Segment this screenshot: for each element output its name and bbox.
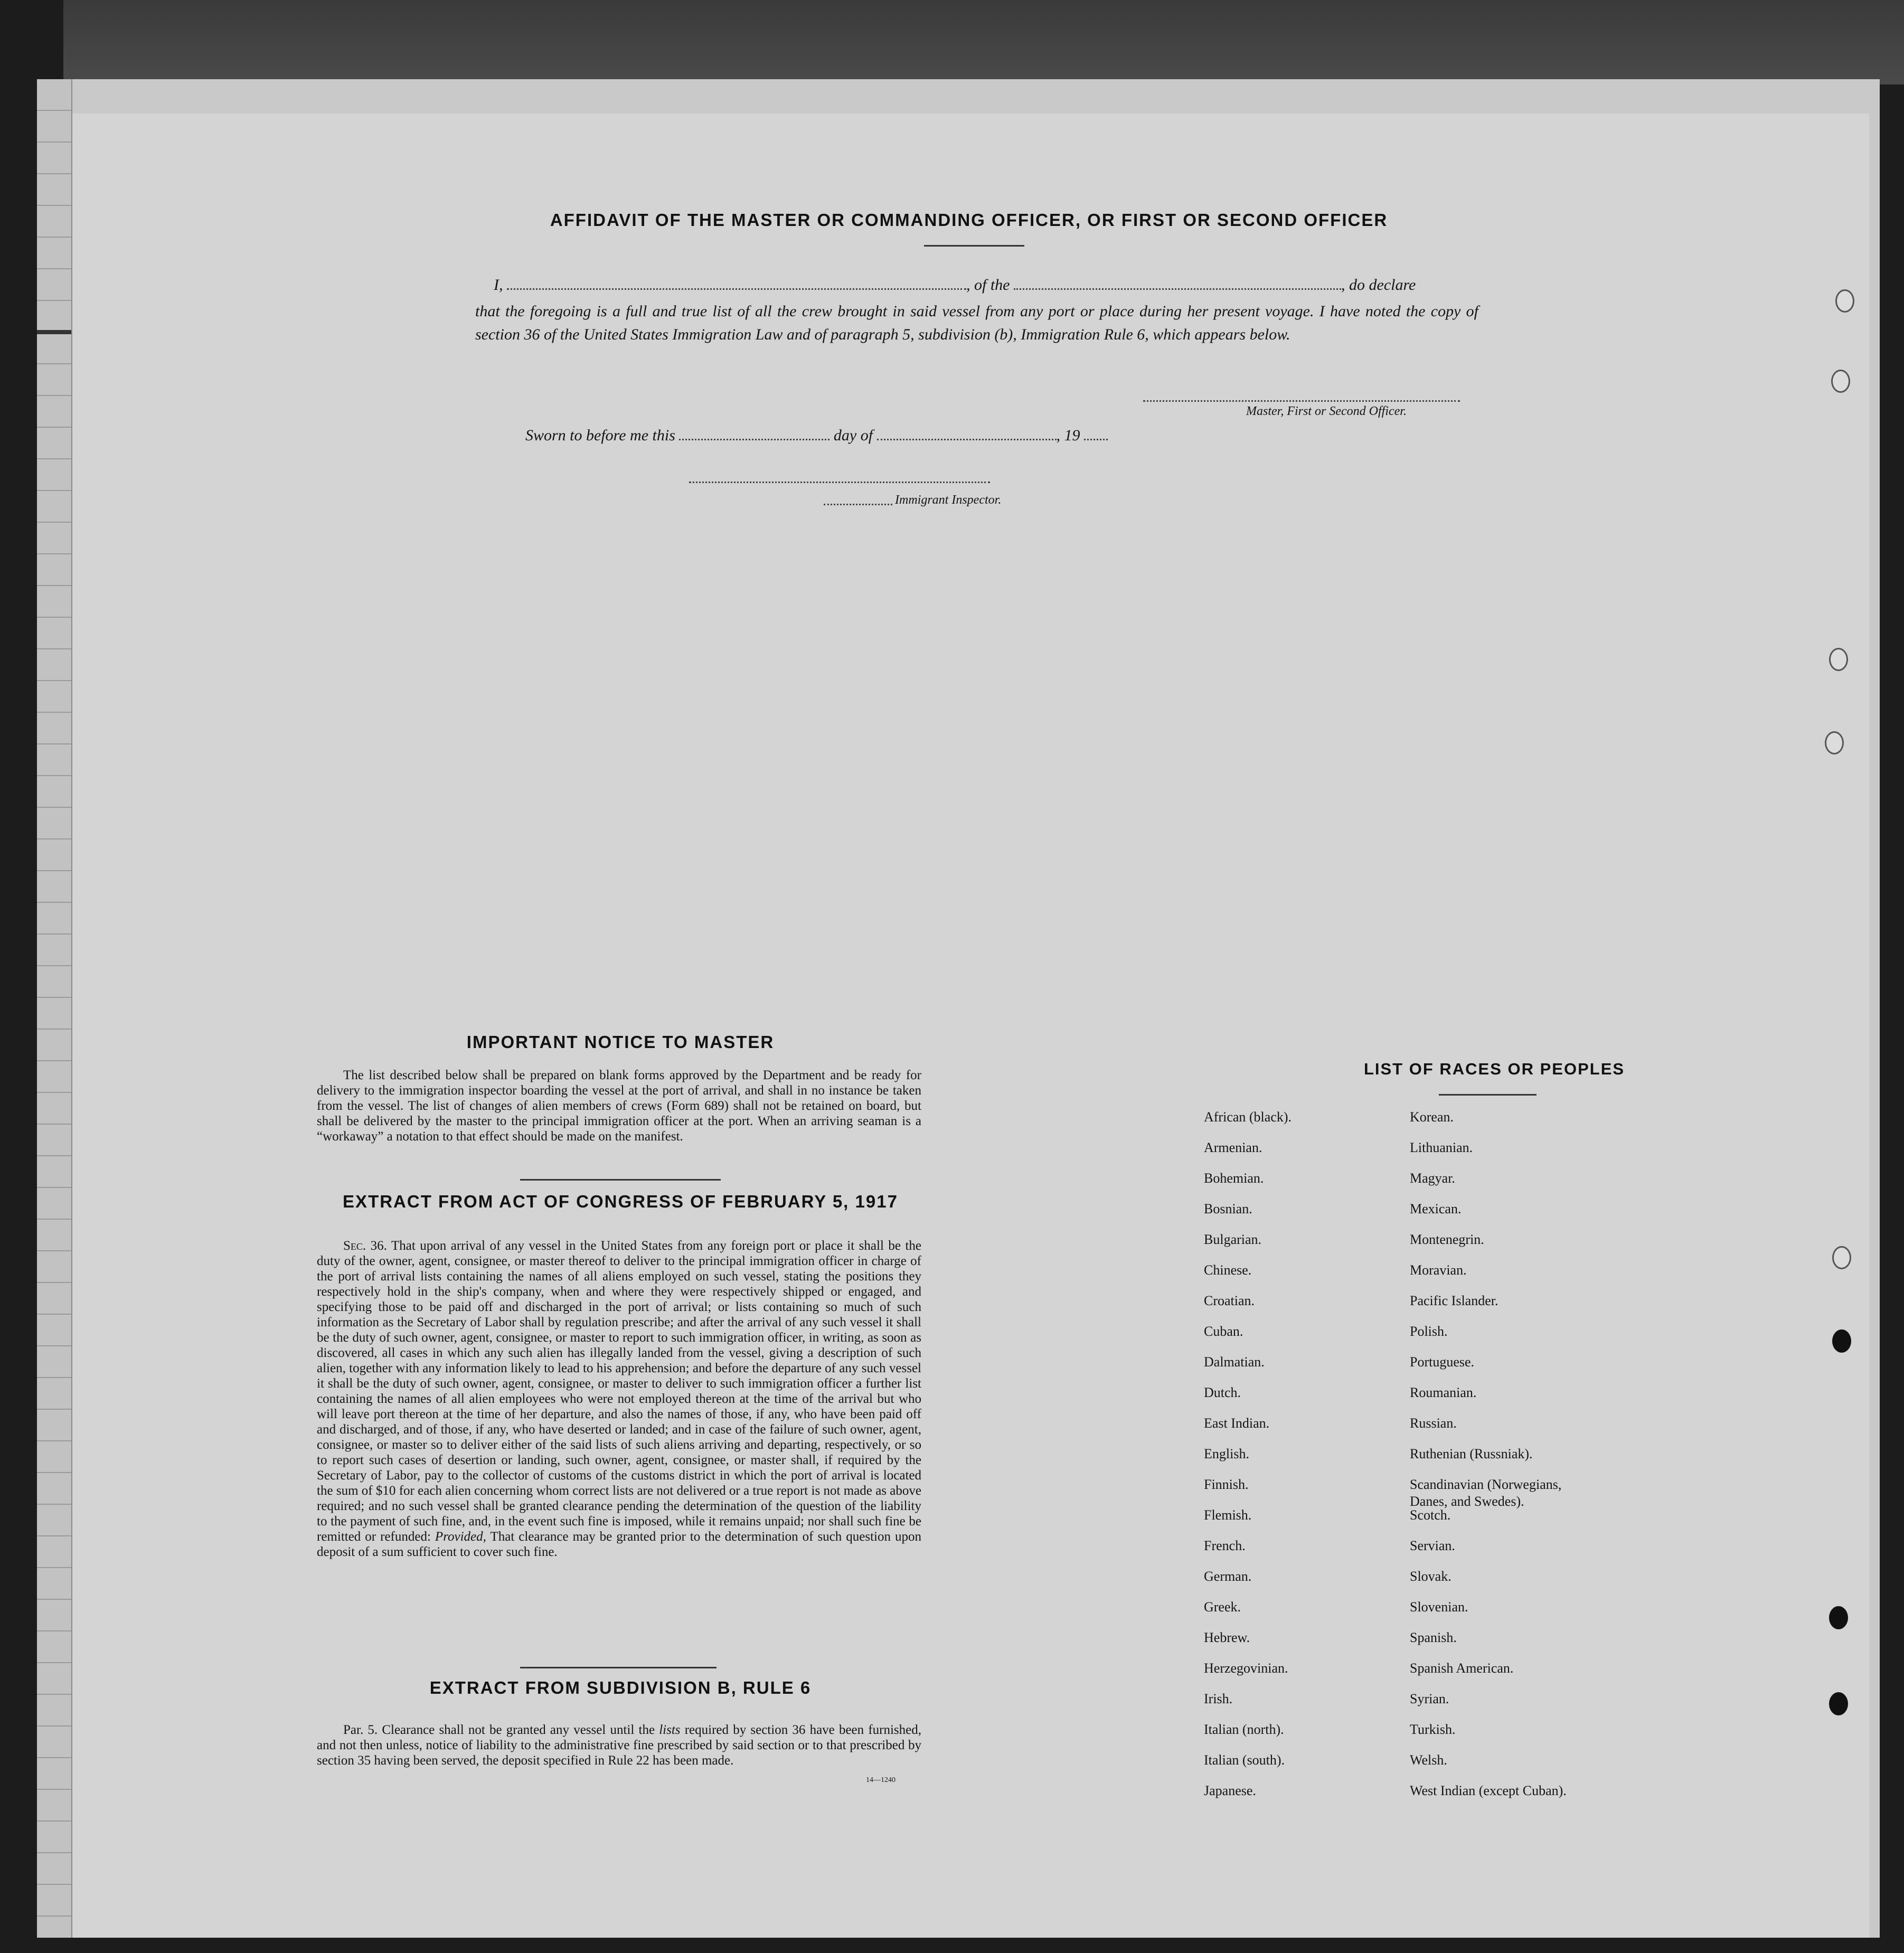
race-item: Syrian.: [1410, 1691, 1449, 1706]
notice-title: IMPORTANT NOTICE TO MASTER: [466, 1032, 775, 1052]
race-item: Herzegovinian.: [1204, 1660, 1288, 1676]
race-item: Hebrew.: [1204, 1630, 1250, 1645]
race-item: Polish.: [1410, 1324, 1448, 1339]
race-item: Bosnian.: [1204, 1201, 1252, 1216]
binder-hole-icon: [1835, 289, 1854, 313]
affidavit-title: AFFIDAVIT OF THE MASTER OR COMMANDING OFFICER, OR FIRST OR SECOND OFFICER: [550, 210, 1388, 230]
sworn-label: Sworn to before me this: [525, 427, 675, 444]
race-item: Scotch.: [1410, 1507, 1451, 1523]
race-item: Bulgarian.: [1204, 1232, 1262, 1247]
race-item: Montenegrin.: [1410, 1232, 1484, 1247]
races-column-left: [1204, 1109, 1378, 1813]
race-item: Roumanian.: [1410, 1385, 1477, 1400]
race-item: Croatian.: [1204, 1293, 1255, 1308]
race-item: Slovak.: [1410, 1569, 1451, 1584]
notice-body: The list described below shall be prepared on blank forms approved by the Department and be ready for delivery to the immigration inspector boarding the vessel at the port of arrival, and shall in no instance be taken from the vessel. The list of changes of alien members of crews (Form 689) shall not be retained on board, but shall be delivered by the master to the principal immigration officer at the port. When an arriving seaman is a “workaway” a notation to that effect should be made on the manifest.: [317, 1068, 921, 1144]
race-item: Irish.: [1204, 1691, 1233, 1706]
race-item: Magyar.: [1410, 1171, 1455, 1186]
races-title: LIST OF RACES OR PEOPLES: [1363, 1060, 1625, 1078]
binder-hole-icon: [1829, 1692, 1848, 1715]
binder-hole-icon: [1825, 731, 1844, 754]
binder-hole-icon: [1831, 370, 1850, 393]
rule6-title: EXTRACT FROM SUBDIVISION B, RULE 6: [429, 1678, 812, 1697]
race-item: Portuguese.: [1410, 1354, 1475, 1370]
officer-name-field[interactable]: [507, 277, 966, 290]
sworn-month-field[interactable]: [877, 427, 1057, 440]
affidavit-body: that the foregoing is a full and true list of all the crew brought in said vessel from any port or place during her present voyage. I have noted the copy of section 36 of the United States Immigration Law and of paragraph 5, subdivision (b), Immigration Rule 6, which appears below.: [475, 303, 1478, 343]
race-item: Italian (south).: [1204, 1752, 1285, 1768]
race-item: French.: [1204, 1538, 1246, 1553]
section-label: Sec. 36.: [343, 1239, 387, 1253]
section-text: That upon arrival of any vessel in the United States from any foreign port or place it shall be the duty of the owner, agent, consignee, or master thereof to deliver to the principal immigration officer in charge of the port of arrival lists containing the names of all aliens employed on such vessel, stating the positions they respectively hold in the ship's company, when and where they were respectively shipped or engaged, and specifying those to be paid off and discharged in the port of arrival; or lists containing so much of such information as the Secretary of Labor shall by regulation prescribe; and after the arrival of any such vessel it shall be the duty of such owner, agent, consignee, or master to report to such immigration officer, in writing, as soon as discovered, all cases in which any such alien has illegally landed from the vessel, giving a description of such alien, together with any information likely to lead to his apprehension; and before the departure of any such vessel it shall be the duty of such owner, agent, consignee, or master to deliver to such immigration officer a further list containing the names of all alien employees who were not employed thereon at the time of the arrival but who will leave port thereon at the time of her departure, and also the names of those, if any, who have been paid off and discharged, and of those, if any, who have deserted or landed; and in case of the failure of such owner, agent, consignee, or master so to deliver either of the said lists of such aliens arriving and departing, respectively, or so to report such cases of desertion or landing, such owner, agent, consignee, or master shall, if required by the Secretary of Labor, pay to the collector of customs of the customs district in which the port of arrival is located the sum of $10 for each alien concerning whom correct lists are not delivered or a true report is not made as above required; and no such vessel shall be granted clearance pending the determination of the question of the liability to the payment of such fine, and, in the event such fine is imposed, while it remains unpaid; nor shall such fine be remitted or refunded:: [317, 1239, 922, 1544]
declaration-i: I,: [494, 276, 503, 294]
race-item: Moravian.: [1410, 1262, 1467, 1278]
inspector-prefix-dots: [824, 504, 892, 505]
declaration-of-the: , of the: [966, 276, 1010, 294]
rule6-body: [317, 1722, 921, 1768]
proviso-label: Provided,: [435, 1530, 486, 1544]
race-item: Scandinavian (Norwegians, Danes, and Swedes).: [1410, 1477, 1562, 1509]
race-item: Bohemian.: [1204, 1171, 1264, 1186]
master-signature-field[interactable]: [1143, 400, 1460, 402]
race-item: East Indian.: [1204, 1416, 1270, 1431]
binder-hole-icon: [1832, 1246, 1851, 1269]
race-item: Welsh.: [1410, 1752, 1447, 1768]
race-item: Dalmatian.: [1204, 1354, 1265, 1370]
races-column-right: [1410, 1109, 1658, 1813]
race-item: Spanish American.: [1410, 1660, 1514, 1676]
binder-hole-icon: [1829, 648, 1848, 671]
race-item: Flemish.: [1204, 1507, 1252, 1523]
rule6-lists: lists: [659, 1723, 681, 1737]
vessel-name-field[interactable]: [1014, 277, 1341, 290]
section-divider: [520, 1179, 721, 1181]
proviso-text: That clearance may be granted prior to the determination of such question upon deposit of a sum sufficient to cover such fine.: [317, 1530, 921, 1559]
race-item: German.: [1204, 1569, 1252, 1584]
master-signature-label: Master, First or Second Officer.: [1246, 404, 1407, 418]
title-divider: [924, 245, 1024, 247]
sworn-year-field[interactable]: [1084, 427, 1108, 440]
rule6-text-a: Clearance shall not be granted any vessel until the: [382, 1723, 655, 1737]
race-item: West Indian (except Cuban).: [1410, 1783, 1567, 1798]
act-title: EXTRACT FROM ACT OF CONGRESS OF FEBRUARY 5, 1917: [343, 1192, 898, 1211]
section-divider: [520, 1667, 717, 1668]
sworn-day-of: day of: [833, 427, 873, 444]
inspector-label: Immigrant Inspector.: [895, 493, 1002, 507]
race-item: African (black).: [1204, 1109, 1292, 1125]
form-number: 14—1240: [866, 1776, 896, 1784]
race-item: Chinese.: [1204, 1262, 1252, 1278]
race-item: Spanish.: [1410, 1630, 1457, 1645]
act-body: [317, 1238, 921, 1560]
inspector-signature-field[interactable]: [689, 482, 990, 483]
sworn-year-prefix: , 19: [1056, 427, 1080, 444]
race-item: Armenian.: [1204, 1140, 1262, 1155]
binder-top-strip: [63, 0, 1904, 84]
race-item: Dutch.: [1204, 1385, 1241, 1400]
race-item: Lithuanian.: [1410, 1140, 1473, 1155]
race-item: Japanese.: [1204, 1783, 1256, 1798]
sworn-line: [525, 427, 1108, 445]
title-divider: [1439, 1094, 1537, 1096]
race-item: Cuban.: [1204, 1324, 1243, 1339]
declaration-line: [494, 276, 1416, 294]
race-item: Russian.: [1410, 1416, 1457, 1431]
race-item: Greek.: [1204, 1599, 1241, 1615]
rule6-text-b: required by section 36 have been furnished, and not then unless, notice of liability to the administrative fine prescribed by said section or to that prescribed by section 35 having been served, the deposit specified in Rule 22 has been made.: [317, 1723, 921, 1768]
race-item: Turkish.: [1410, 1722, 1456, 1737]
race-item: Servian.: [1410, 1538, 1455, 1553]
race-item: Ruthenian (Russniak).: [1410, 1446, 1533, 1461]
ledger-edge: [37, 79, 72, 1938]
race-item: Mexican.: [1410, 1201, 1462, 1216]
race-item: English.: [1204, 1446, 1249, 1461]
race-item: Finnish.: [1204, 1477, 1249, 1492]
sworn-day-field[interactable]: [679, 427, 830, 440]
race-item: Italian (north).: [1204, 1722, 1284, 1737]
declaration-do-declare: , do declare: [1341, 276, 1416, 294]
race-item: Korean.: [1410, 1109, 1454, 1125]
edge-mark: [37, 330, 71, 334]
race-item: Slovenian.: [1410, 1599, 1468, 1615]
binder-hole-icon: [1832, 1329, 1851, 1353]
par-label: Par. 5.: [343, 1723, 378, 1737]
race-item: Pacific Islander.: [1410, 1293, 1498, 1308]
binder-hole-icon: [1829, 1606, 1848, 1629]
